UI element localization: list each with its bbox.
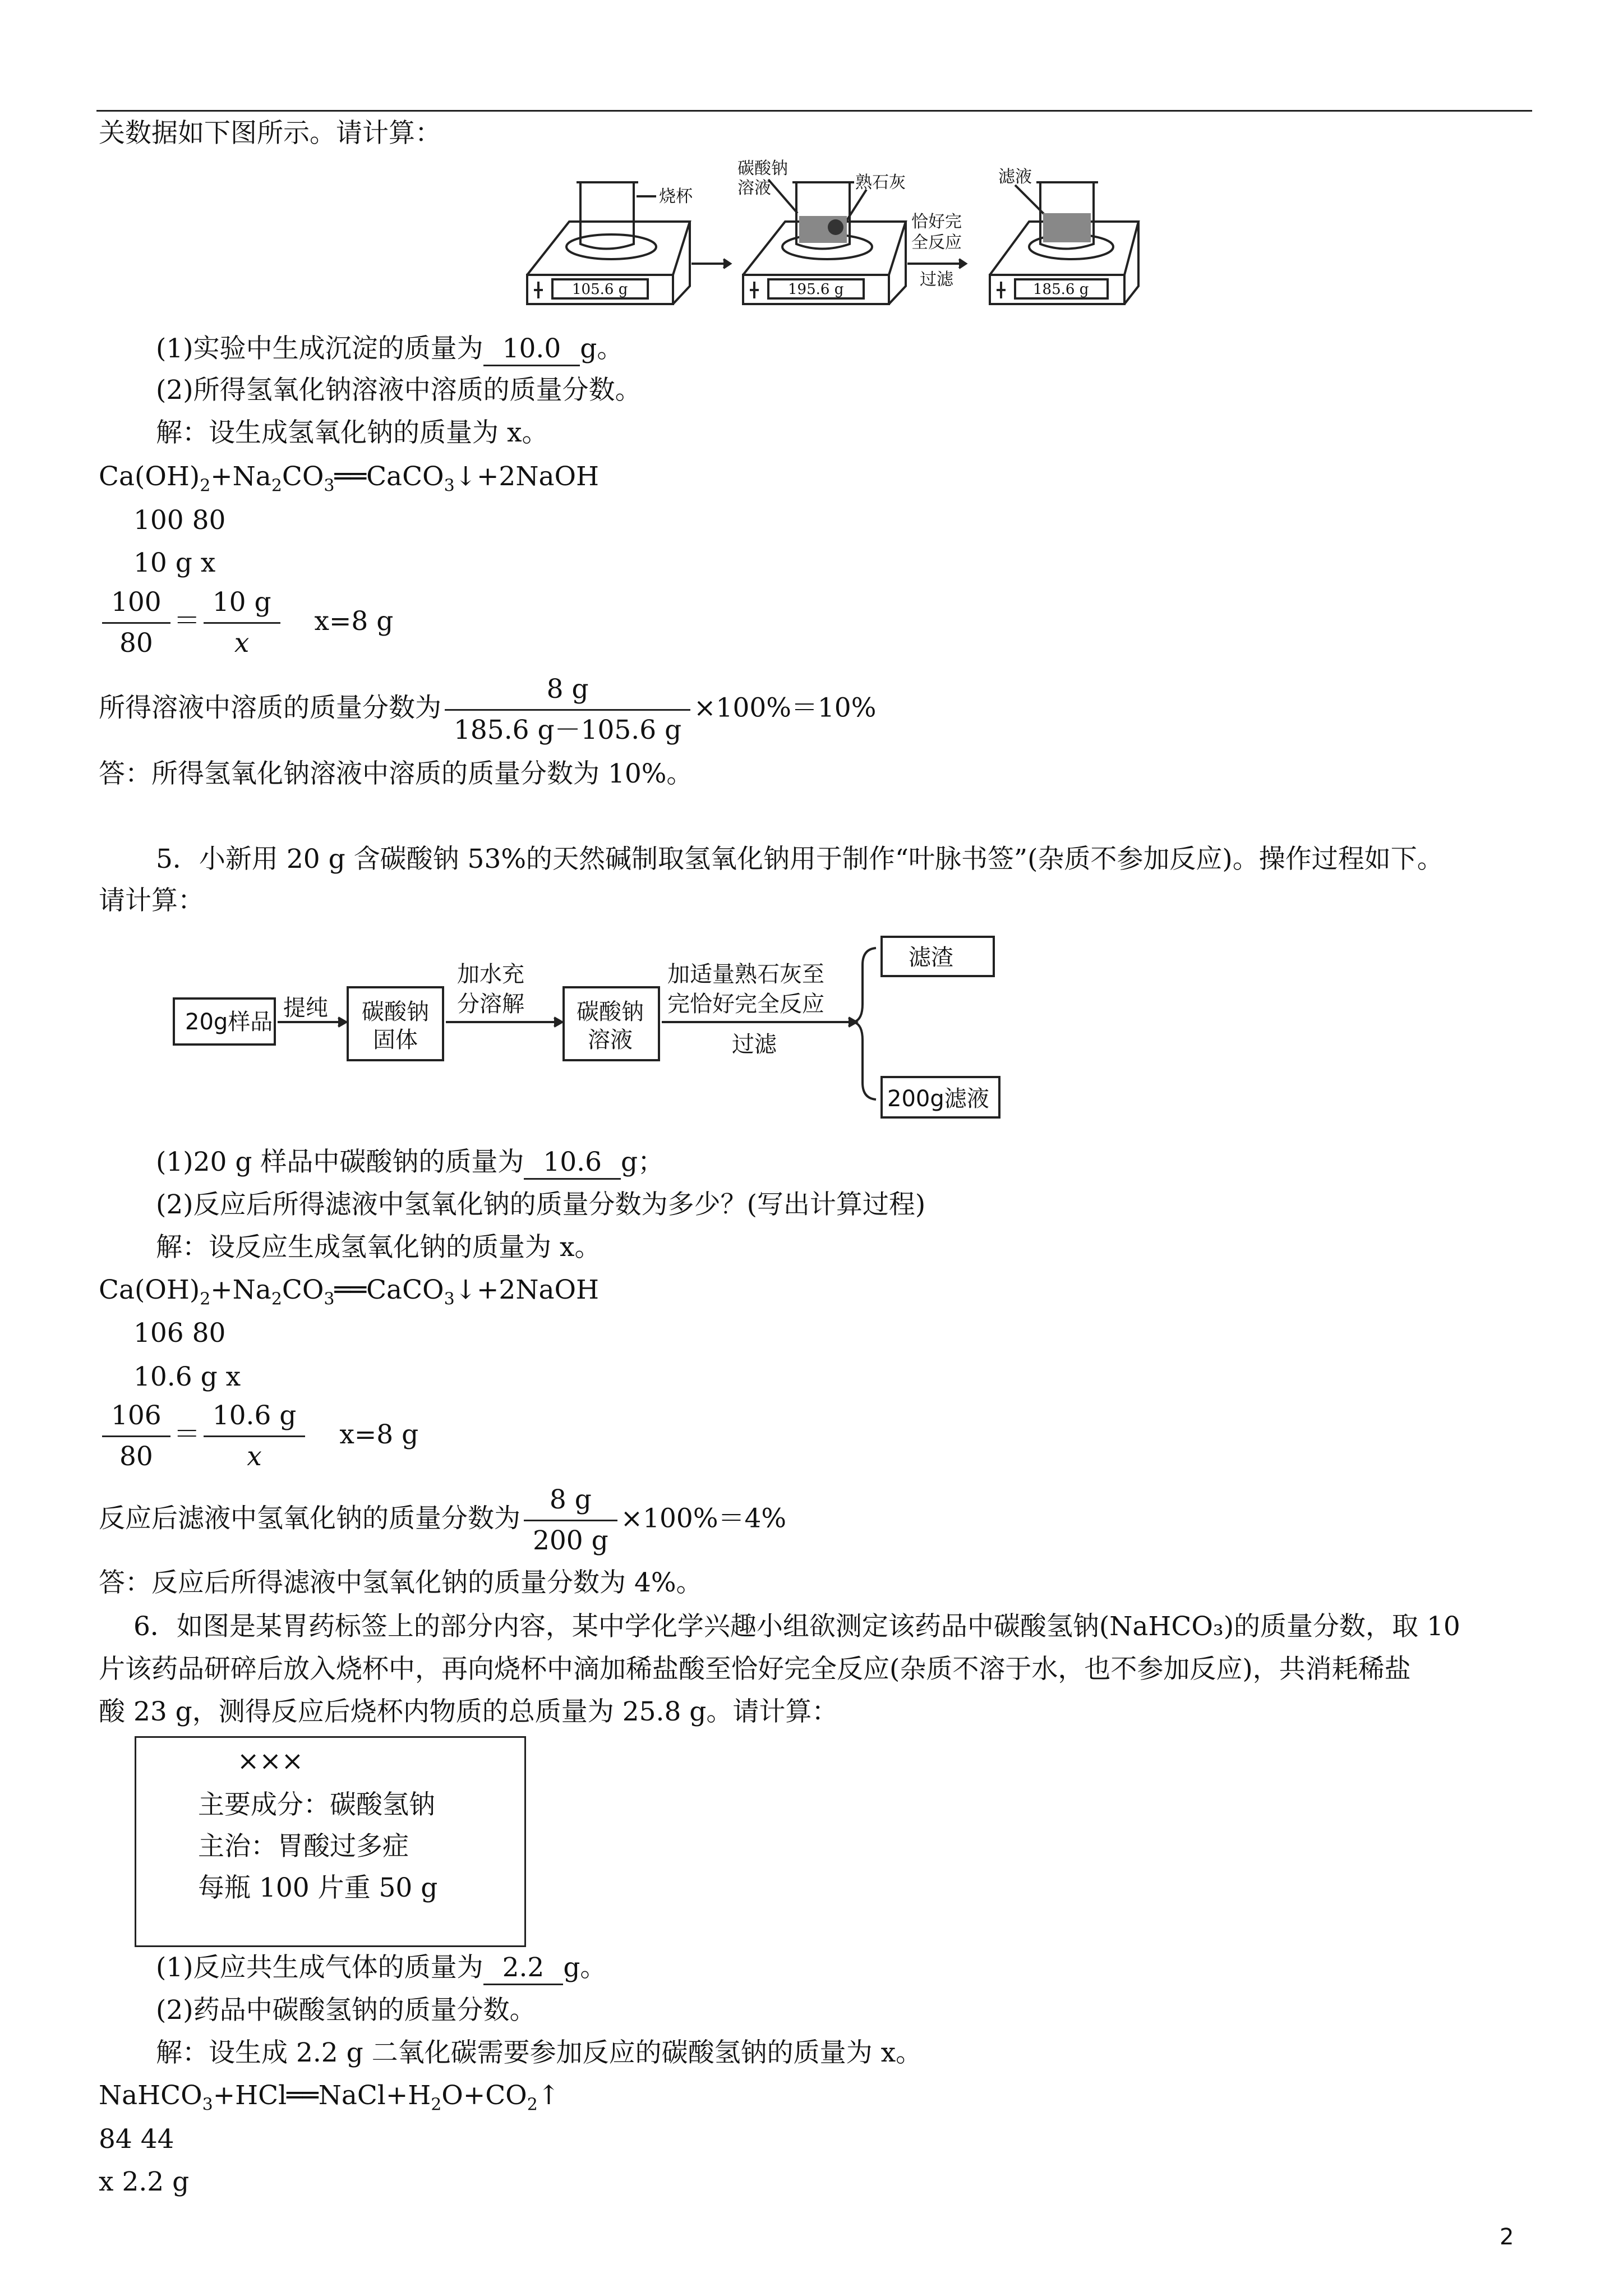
flow-lime-2: 完恰好完全反应: [667, 991, 824, 1017]
flow-solid-1: 碳酸钠: [362, 999, 429, 1025]
q6-stem-line3: 酸 23 g，测得反应后烧杯内物质的总质量为 25.8 g。请计算：: [99, 1696, 838, 1727]
sodium-carbonate-label-2: 溶液: [737, 178, 771, 198]
q6-solution-intro: 解：设生成 2.2 g 二氧化碳需要参加反应的碳酸氢钠的质量为 x。: [156, 2037, 923, 2068]
q6-part1-answer: 2.2: [483, 1952, 564, 1985]
medicine-label: [135, 1736, 526, 1947]
q4-proportion: $\frac{100}{80}$ ＝ $\frac{10 g}{x}$ x=8 g: [99, 586, 393, 660]
q4-part2: (2)所得氢氧化钠溶液中溶质的质量分数。: [156, 375, 642, 406]
q4-solution-intro: 解：设生成氢氧化钠的质量为 x。: [156, 417, 548, 448]
q5-mass-row: 106 80: [133, 1318, 226, 1349]
filtrate-liquid: [1043, 213, 1091, 242]
q6-stem-line2: 片该药品研碎后放入烧杯中，再向烧杯中滴加稀盐酸至恰好完全反应(杂质不溶于水，也不参加反应)，共消耗稀盐: [99, 1654, 1411, 1685]
header-rule: [96, 110, 1532, 112]
q6-given-row: x 2.2 g: [99, 2166, 190, 2197]
q4-mass-row: 100 80: [133, 505, 226, 536]
q4-given-row: 10 g x: [133, 547, 216, 578]
q5-part2: (2)反应后所得滤液中氢氧化钠的质量分数为多少？(写出计算过程): [156, 1189, 926, 1220]
q4-part1-answer: 10.0: [483, 333, 580, 366]
q5-answer: 答：反应后所得滤液中氢氧化钠的质量分数为 4%。: [99, 1567, 703, 1598]
q6-part2: (2)药品中碳酸氢钠的质量分数。: [156, 1995, 536, 2026]
reaction-label-2: 全反应: [911, 233, 962, 252]
filtrate-label: 滤液: [998, 167, 1032, 187]
flow-solution-1: 碳酸钠: [577, 999, 644, 1025]
flow-filter: 过滤: [732, 1032, 777, 1057]
label-title: ×××: [237, 1746, 304, 1777]
q5-equation: $Ca(OH)_2+Na_2CO_3══CaCO_3↓+2NaOH$: [99, 1274, 600, 1309]
reaction-label-1: 恰好完: [911, 212, 962, 232]
beaker-label: 烧杯: [659, 187, 693, 206]
sodium-carbonate-label-1: 碳酸钠: [737, 159, 788, 178]
filter-label: 过滤: [920, 270, 953, 289]
scale-1-reading: 105.6 g: [572, 281, 628, 298]
flow-dissolve-2: 分溶解: [457, 991, 524, 1017]
q5-stem-line2: 请计算：: [99, 885, 204, 916]
scale-3-reading: 185.6 g: [1033, 281, 1089, 298]
flow-dissolve-1: 加水充: [457, 961, 524, 987]
flow-brace: [854, 948, 876, 1099]
q5-percentage: 反应后滤液中氢氧化钠的质量分数为 $\frac{8 g}{200 g}$ ×100%＝4%: [99, 1484, 787, 1556]
process-flowchart: [168, 931, 1043, 1133]
intro-line: 关数据如下图所示。请计算：: [99, 118, 441, 149]
q6-equation: $NaHCO_3+HCl══NaCl+H_2O+CO_2↑$: [99, 2080, 560, 2115]
lime-solid: [828, 219, 843, 235]
flow-filtrate: 200g滤液: [887, 1086, 989, 1112]
flow-sample: 20g样品: [185, 1009, 273, 1035]
q5-part1-answer: 10.6: [524, 1147, 621, 1180]
q5-stem-line1: 5．小新用 20 g 含碳酸钠 53%的天然碱制取氢氧化钠用于制作“叶脉书签”(杂质不参加反应)。操作过程如下。: [156, 844, 1444, 875]
q6-stem-line1: 6．如图是某胃药标签上的部分内容，某中学化学兴趣小组欲测定该药品中碳酸氢钠(NaHCO₃)的质量分数，取 10: [133, 1611, 1460, 1642]
flow-residue: 滤渣: [909, 945, 953, 970]
flow-purify: 提纯: [283, 995, 328, 1021]
q4-part1: (1)实验中生成沉淀的质量为 10.0 g。: [156, 331, 623, 367]
lime-label: 熟石灰: [855, 173, 906, 192]
flow-solid-2: 固体: [373, 1027, 418, 1053]
q5-given-row: 10.6 g x: [133, 1361, 241, 1392]
q4-equation: $Ca(OH)_2+Na_2CO_3══CaCO_3↓+2NaOH$: [99, 461, 600, 496]
beaker-1: [580, 182, 634, 249]
q5-part1: (1)20 g 样品中碳酸钠的质量为 10.6 g；: [156, 1144, 664, 1180]
q5-proportion: $\frac{106}{80}$ ＝ $\frac{10.6 g}{x}$ x=8 g: [99, 1400, 418, 1473]
q4-percentage: 所得溶液中溶质的质量分数为 $\frac{8 g}{185.6 g-105.6 g}$ ×100%＝10%: [99, 674, 877, 746]
label-ingredient: 主要成分：碳酸氢钠: [198, 1789, 435, 1820]
page-number: 2: [1500, 2224, 1514, 2250]
q6-mass-row: 84 44: [99, 2124, 174, 2155]
flow-lime-1: 加适量熟石灰至: [667, 961, 824, 987]
q6-part1: (1)反应共生成气体的质量为 2.2 g。: [156, 1950, 606, 1986]
balance-diagram: [522, 157, 1144, 325]
q4-answer: 答：所得氢氧化钠溶液中溶质的质量分数为 10%。: [99, 758, 693, 789]
flow-solution-2: 溶液: [588, 1027, 633, 1053]
scale-2-reading: 195.6 g: [788, 281, 844, 298]
q5-solution-intro: 解：设反应生成氢氧化钠的质量为 x。: [156, 1232, 601, 1263]
label-indication: 主治：胃酸过多症: [198, 1831, 409, 1862]
label-spec: 每瓶 100 片重 50 g: [198, 1872, 438, 1903]
